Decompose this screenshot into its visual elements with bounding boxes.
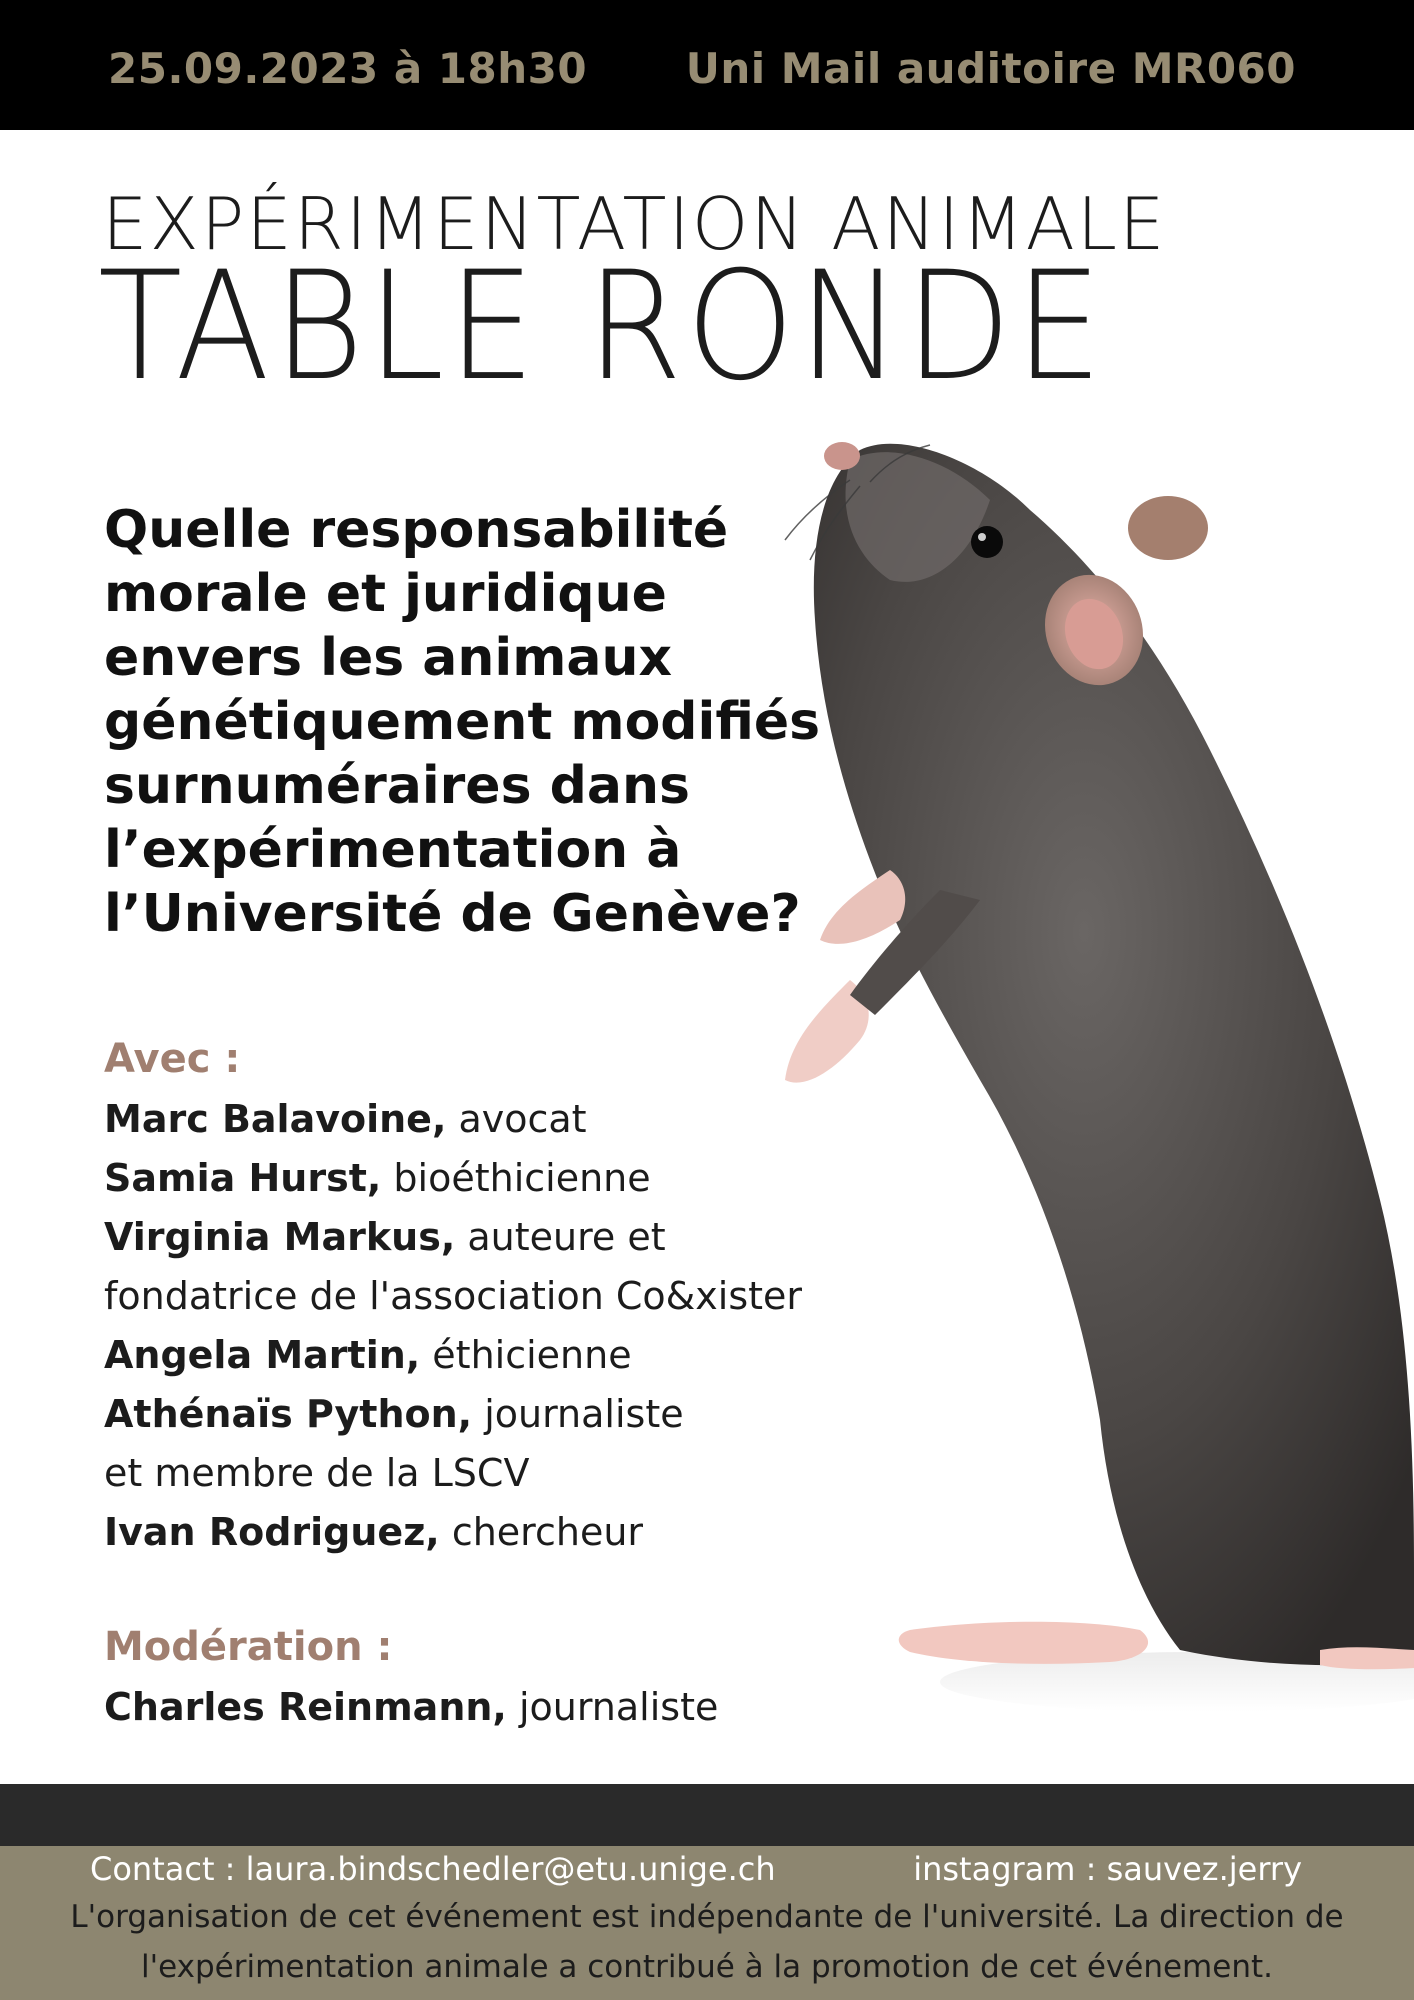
list-item <box>104 1090 864 1149</box>
participant-name: Samia Hurst, <box>104 1156 382 1200</box>
instagram-handle[interactable]: instagram : sauvez.jerry <box>913 1850 1302 1888</box>
question-line: l’expérimentation à <box>104 820 682 880</box>
question-line: l’Université de Genève? <box>104 884 801 944</box>
divider-bar <box>0 1784 1414 1846</box>
participant-name: Angela Martin, <box>104 1333 421 1377</box>
participant-role: et membre de la LSCV <box>104 1451 530 1495</box>
participant-name: Ivan Rodriguez, <box>104 1510 440 1554</box>
moderator-name: Charles Reinmann, <box>104 1685 507 1729</box>
title-main: TABLE RONDE <box>98 240 1106 414</box>
participant-role: avocat <box>446 1097 587 1141</box>
disclaimer-text <box>30 1892 1384 1992</box>
list-item <box>104 1326 864 1385</box>
panel-label: Avec : <box>104 1036 241 1082</box>
contact-email[interactable]: Contact : laura.bindschedler@etu.unige.ch <box>90 1850 776 1888</box>
list-item <box>104 1149 864 1208</box>
moderator-role: journaliste <box>506 1685 719 1729</box>
list-item <box>104 1444 864 1503</box>
question-line: surnuméraires dans <box>104 756 690 816</box>
question-line: génétiquement modifiés <box>104 692 821 752</box>
event-date: 25.09.2023 à 18h30 <box>108 44 588 93</box>
participant-name: Marc Balavoine, <box>104 1097 447 1141</box>
disclaimer-line: l'expérimentation animale a contribué à la promotion de cet événement. <box>141 1949 1273 1985</box>
participant-name: Virginia Markus, <box>104 1215 456 1259</box>
panel-list <box>104 1090 864 1562</box>
participant-name: Athénaïs Python, <box>104 1392 473 1436</box>
moderation-label: Modération : <box>104 1624 393 1670</box>
event-venue: Uni Mail auditoire MR060 <box>685 44 1296 93</box>
question-line: morale et juridique <box>104 564 667 624</box>
participant-role: journaliste <box>472 1392 684 1436</box>
list-item <box>104 1208 864 1267</box>
title-subject: EXPÉRIMENTATION ANIMALE <box>102 182 1167 266</box>
participant-role: bioéthicienne <box>381 1156 651 1200</box>
list-item <box>104 1267 864 1326</box>
header-bar <box>0 0 1414 130</box>
list-item <box>104 1503 864 1562</box>
question-line: envers les animaux <box>104 628 673 688</box>
participant-role: éthicienne <box>420 1333 632 1377</box>
moderator-line <box>104 1678 718 1737</box>
participant-role: auteure et <box>455 1215 666 1259</box>
participant-role: chercheur <box>439 1510 644 1554</box>
footer <box>0 1846 1414 2000</box>
question-text <box>104 498 864 946</box>
participant-role: fondatrice de l'association Co&xister <box>104 1274 803 1318</box>
rat-illustration <box>780 420 1414 1720</box>
disclaimer-line: L'organisation de cet événement est indépendante de l'université. La direction de <box>70 1899 1344 1935</box>
question-line: Quelle responsabilité <box>104 500 729 560</box>
list-item <box>104 1385 864 1444</box>
